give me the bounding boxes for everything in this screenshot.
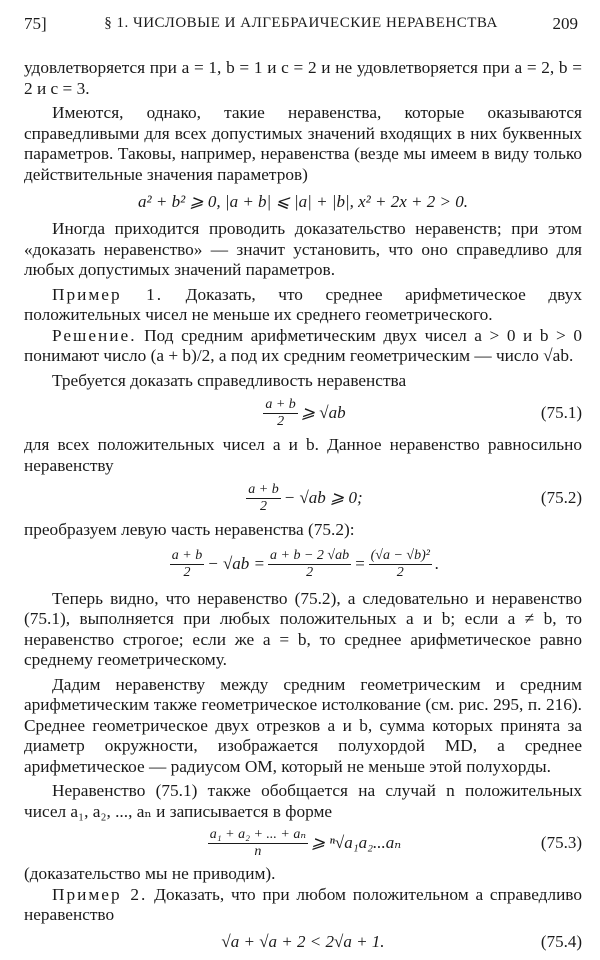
paragraph: Неравенство (75.1) также обобщается на случай n положительных чисел a₁, a₂, ..., aₙ и записывается в форме (24, 781, 582, 821)
equation-75-1: $\frac{a + b}{2}$ ⩾ √ab (75.1) (265, 396, 582, 429)
paragraph: Имеются, однако, такие неравенства, которые оказываются справедливыми для всех допустимых значений входящих в них буквенных параметров. Таковы, например, неравенства (везде мы имеем в виду только действительные значения параметров) (24, 103, 582, 184)
equation-number: (75.1) (540, 402, 582, 422)
paragraph: для всех положительных чисел a и b. Данное неравенство равносильно неравенству (24, 435, 582, 475)
paragraph: Теперь видно, что неравенство (75.2), а следовательно и неравенство (75.1), выполняется при любых положительных a и b; если a ≠ b, то неравенство строгое; если же a = b, то среднее арифметическое равно среднему геометрическому. (24, 588, 582, 669)
paragraph: (доказательство мы не приводим). (24, 864, 276, 883)
equation-number: (75.4) (540, 932, 582, 952)
equation-number: (75.3) (540, 832, 582, 852)
equation-75-4: √a + √a + 2 < 2√a + 1. (75.4) (221, 932, 582, 952)
section-marker: 75] (24, 14, 47, 33)
example-label: Пример 1. (52, 284, 164, 304)
page-body (24, 58, 582, 960)
paragraph: преобразуем левую часть неравенства (75.2): (24, 520, 355, 539)
equation-transform: $\frac{a + b}{2}$ − √ab = $\frac{a + b - 2 √ab}{2}$ = $\frac{\text{(√a − √b)²}}{2}$ . (171, 548, 440, 580)
paragraph: удовлетворяется при a = 1, b = 1 и c = 2 и не удовлетворяется при a = 2, b = 2 и c = 3. (24, 58, 582, 98)
solution: Решение. Под средним арифметическим двух чисел a > 0 и b > 0 понимают число (a + b)/2, а под их средним геометрическим — число √ab. (24, 325, 582, 365)
page-number: 209 (552, 14, 578, 33)
paragraph: Требуется доказать справедливость неравенства (52, 370, 407, 390)
formula-inequalities: a² + b² ⩾ 0, |a + b| ⩽ |a| + |b|, x² + 2x + 2 > 0. (138, 191, 468, 211)
example-1: Пример 1. Доказать, что среднее арифметическое двух положительных чисел не меньше их среднего геометрического. (24, 284, 582, 324)
paragraph: Дадим неравенству между средним геометрическим и средним арифметическим также геометрическое истолкование (см. рис. 295, п. 216). Среднее геометрическое двух отрезков a и b, сумма которых принята за диаметр окружности, изображается полухордой MD, а среднее арифметическое — радиусом OM, который не меньше этой полухорды. (24, 674, 582, 776)
equation-75-2: $\frac{a + b}{2}$ − √ab ⩾ 0; (75.2) (248, 481, 582, 514)
page-header (24, 14, 578, 36)
equation-number: (75.2) (540, 487, 582, 507)
equation-75-3: $\frac{\text{a₁ + a₂ + ... + aₙ}}{n}$ ⩾ ⁿ√a₁a₂...aₙ (75.3) (209, 826, 582, 859)
running-title: § 1. ЧИСЛОВЫЕ И АЛГЕБРАИЧЕСКИЕ НЕРАВЕНСТВА (104, 15, 498, 31)
example-label: Пример 2. (52, 884, 148, 904)
paragraph: Иногда приходится проводить доказательство неравенств; при этом «доказать неравенство» — значит установить, что оно справедливо для любых допустимых значений параметров. (24, 219, 582, 279)
solution-label: Решение. (52, 325, 137, 345)
example-2: Пример 2. Доказать, что при любом положительном a справедливо неравенство (24, 884, 582, 924)
